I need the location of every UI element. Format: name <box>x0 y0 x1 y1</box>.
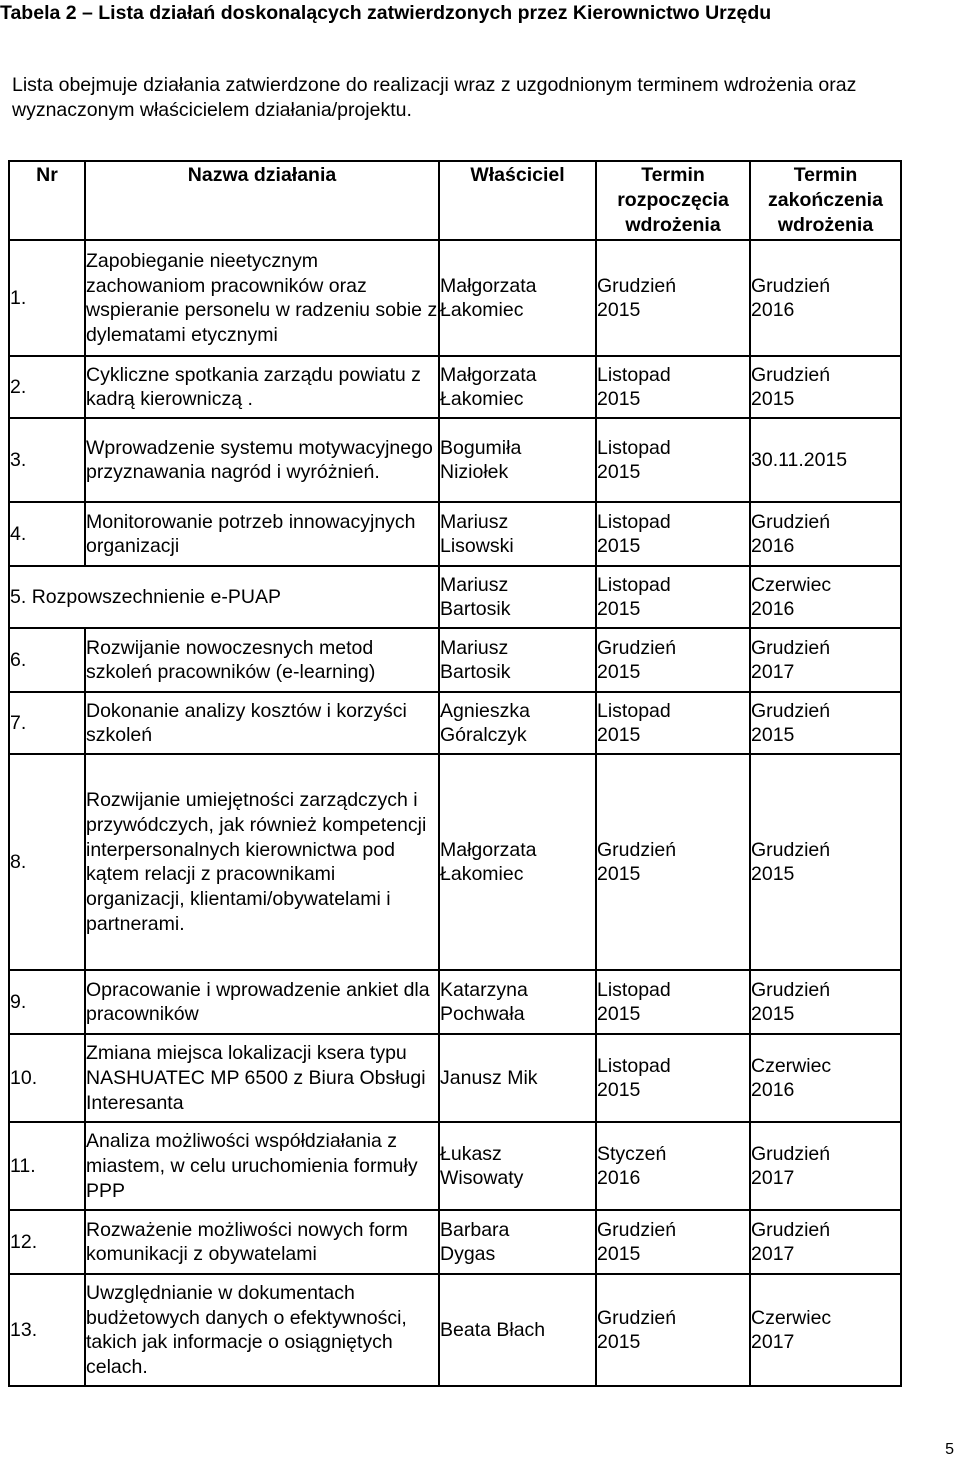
intro-paragraph: Lista obejmuje działania zatwierdzone do realizacji wraz z uzgodnionym terminem wdrożenia oraz wyznaczonym właścicielem działania/projektu. <box>12 74 857 121</box>
row-name: Monitorowanie potrzeb innowacyjnych organizacji <box>85 502 439 566</box>
row-name: Opracowanie i wprowadzenie ankiet dla pracowników <box>85 970 439 1034</box>
row-nr: 4. <box>9 502 85 566</box>
table-row <box>9 754 901 970</box>
table-row <box>9 1274 901 1386</box>
header-end: Termin zakończenia wdrożenia <box>750 161 901 240</box>
row-end: Grudzień 2015 <box>750 970 901 1034</box>
row-nr: 1. <box>9 240 85 356</box>
header-owner: Właściciel <box>439 161 596 240</box>
row-nr: 8. <box>9 754 85 970</box>
row-owner: Beata Błach <box>439 1274 596 1386</box>
row-owner: Łukasz Wisowaty <box>439 1122 596 1210</box>
row-name: Wprowadzenie systemu motywacyjnego przyznawania nagród i wyróżnień. <box>85 418 439 502</box>
row-end: Grudzień 2017 <box>750 1122 901 1210</box>
row-end: Czerwiec 2017 <box>750 1274 901 1386</box>
table-row <box>9 502 901 566</box>
row-start: Listopad 2015 <box>596 566 750 628</box>
header-nr: Nr <box>9 161 85 240</box>
document-title: Tabela 2 – Lista działań doskonalących zatwierdzonych przez Kierownictwo Urzędu <box>0 2 772 24</box>
row-name: Zapobieganie nieetycznym zachowaniom pracowników oraz wspieranie personelu w radzeniu sobie z dylematami etycznymi <box>85 240 439 356</box>
row-end: Grudzień 2015 <box>750 356 901 418</box>
row-start: Listopad 2015 <box>596 970 750 1034</box>
row-nr: 5. <box>10 585 27 608</box>
row-owner: Małgorzata Łakomiec <box>439 754 596 970</box>
table-header-row <box>9 161 901 240</box>
row-owner: Małgorzata Łakomiec <box>439 356 596 418</box>
row-name: Rozwijanie umiejętności zarządczych i przywódczych, jak również kompetencji interpersonalnych kierownictwa pod kątem relacji z pracownikami organizacji, klientami/obywatelami i partnerami. <box>85 754 439 970</box>
page-number: 5 <box>945 1441 954 1458</box>
row-start: Grudzień 2015 <box>596 240 750 356</box>
table-row <box>9 240 901 356</box>
row-name: Dokonanie analizy kosztów i korzyści szkoleń <box>85 692 439 754</box>
row-end: Czerwiec 2016 <box>750 1034 901 1122</box>
row-start: Listopad 2015 <box>596 356 750 418</box>
row-owner: Barbara Dygas <box>439 1210 596 1274</box>
row-nr: 10. <box>9 1034 85 1122</box>
row-owner: Bogumiła Niziołek <box>439 418 596 502</box>
row-owner: Agnieszka Góralczyk <box>439 692 596 754</box>
row-name: Zmiana miejsca lokalizacji ksera typu NASHUATEC MP 6500 z Biura Obsługi Interesanta <box>85 1034 439 1122</box>
row-nr-name-merged <box>9 566 439 628</box>
row-start: Listopad 2015 <box>596 1034 750 1122</box>
row-start: Grudzień 2015 <box>596 754 750 970</box>
row-end: Grudzień 2015 <box>750 754 901 970</box>
row-name: Rozważenie możliwości nowych form komunikacji z obywatelami <box>85 1210 439 1274</box>
row-nr: 9. <box>9 970 85 1034</box>
row-start: Listopad 2015 <box>596 502 750 566</box>
table-row <box>9 1034 901 1122</box>
row-nr: 6. <box>9 628 85 692</box>
row-name: Cykliczne spotkania zarządu powiatu z kadrą kierowniczą . <box>85 356 439 418</box>
row-end: 30.11.2015 <box>750 418 901 502</box>
row-nr: 2. <box>9 356 85 418</box>
table-row <box>9 628 901 692</box>
row-nr: 7. <box>9 692 85 754</box>
row-end: Grudzień 2016 <box>750 502 901 566</box>
row-owner: Mariusz Bartosik <box>439 628 596 692</box>
table-row <box>9 566 901 628</box>
row-end: Grudzień 2015 <box>750 692 901 754</box>
row-owner: Mariusz Bartosik <box>439 566 596 628</box>
table-row <box>9 418 901 502</box>
row-start: Styczeń 2016 <box>596 1122 750 1210</box>
actions-table <box>8 160 902 1387</box>
row-start: Grudzień 2015 <box>596 1210 750 1274</box>
row-nr: 13. <box>9 1274 85 1386</box>
row-end: Grudzień 2017 <box>750 1210 901 1274</box>
table-row <box>9 692 901 754</box>
row-start: Listopad 2015 <box>596 692 750 754</box>
row-owner: Janusz Mik <box>439 1034 596 1122</box>
row-nr: 3. <box>9 418 85 502</box>
header-start: Termin rozpoczęcia wdrożenia <box>596 161 750 240</box>
row-name: Uwzględnianie w dokumentach budżetowych danych o efektywności, takich jak informacje o osiągniętych celach. <box>85 1274 439 1386</box>
row-start: Grudzień 2015 <box>596 628 750 692</box>
header-name: Nazwa działania <box>85 161 439 240</box>
table-row <box>9 970 901 1034</box>
row-start: Listopad 2015 <box>596 418 750 502</box>
table-row <box>9 1122 901 1210</box>
row-end: Grudzień 2016 <box>750 240 901 356</box>
row-nr: 12. <box>9 1210 85 1274</box>
row-end: Czerwiec 2016 <box>750 566 901 628</box>
row-start: Grudzień 2015 <box>596 1274 750 1386</box>
row-end: Grudzień 2017 <box>750 628 901 692</box>
table-row <box>9 1210 901 1274</box>
row-owner: Mariusz Lisowski <box>439 502 596 566</box>
row-name: Rozwijanie nowoczesnych metod szkoleń pracowników (e-learning) <box>85 628 439 692</box>
row-nr: 11. <box>9 1122 85 1210</box>
row-owner: Małgorzata Łakomiec <box>439 240 596 356</box>
row-name: Analiza możliwości współdziałania z miastem, w celu uruchomienia formuły PPP <box>85 1122 439 1210</box>
row-name: Rozpowszechnienie e-PUAP <box>31 585 281 608</box>
row-owner: Katarzyna Pochwała <box>439 970 596 1034</box>
table-row <box>9 356 901 418</box>
